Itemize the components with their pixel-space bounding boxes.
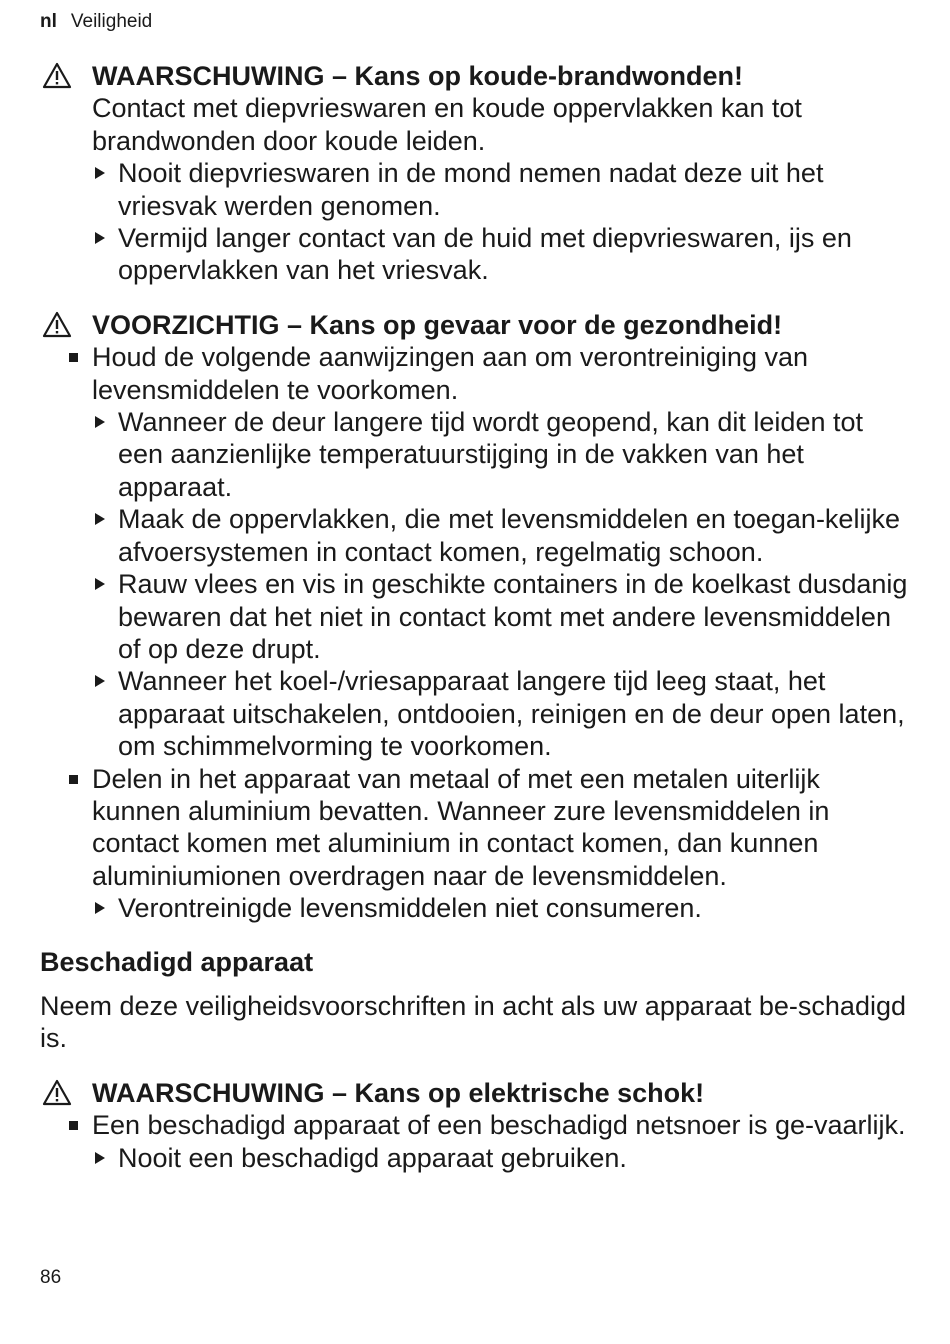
action-text: Wanneer het koel-/vriesapparaat langere tijd leeg staat, het apparaat uitschakelen, ontdooien, reinigen en de deur open laten, om schimmelvorming te voorkomen.	[118, 666, 905, 762]
action-item	[40, 503, 910, 568]
bullet-item	[40, 763, 910, 893]
bullet-square-icon	[69, 353, 78, 362]
action-text: Vermijd langer contact van de huid met diepvrieswaren, ijs en oppervlakken van het vriesvak.	[118, 223, 852, 286]
arrow-icon	[95, 578, 105, 590]
action-text: Rauw vlees en vis in geschikte containers in de koelkast dusdanig bewaren dat het niet in contact komt met andere levensmiddelen of op deze drupt.	[118, 569, 908, 664]
arrow-icon	[95, 675, 105, 687]
bullet-item	[40, 341, 910, 406]
warning-triangle-icon	[42, 1079, 72, 1106]
bullet-text: Een beschadigd apparaat of een beschadigd netsnoer is ge-vaarlijk.	[92, 1110, 906, 1141]
action-item	[40, 892, 910, 924]
action-text: Wanneer de deur langere tijd wordt geopend, kan dit leiden tot een aanzienlijke temperatuurstijging in de vakken van het apparaat.	[118, 407, 863, 502]
bullet-text: Delen in het apparaat van metaal of met een metalen uiterlijk kunnen aluminium bevatten. Wanneer zure levensmiddelen in contact komen met aluminium in contact komen, dan kunnen aluminiumionen overdragen naar de levensmiddelen.	[92, 763, 830, 891]
arrow-icon	[95, 167, 105, 179]
warning-triangle-icon	[42, 62, 72, 89]
action-item	[40, 406, 910, 503]
bullet-text: Houd de volgende aanwijzingen aan om verontreiniging van levensmiddelen te voorkomen.	[92, 342, 808, 405]
bullet-item	[40, 1109, 910, 1141]
warning-title: WAARSCHUWING – Kans op koude-brandwonden!	[92, 61, 743, 91]
arrow-icon	[95, 513, 105, 525]
section-text: Neem deze veiligheidsvoorschriften in acht als uw apparaat be-schadigd is.	[40, 990, 906, 1054]
action-item	[40, 1142, 910, 1174]
warning-text: Contact met diepvrieswaren en koude oppervlakken kan tot brandwonden door koude leiden.	[92, 93, 802, 156]
action-item	[40, 665, 910, 762]
arrow-icon	[95, 1152, 105, 1164]
section-title: Beschadigd apparaat	[40, 946, 314, 977]
warning-triangle-icon	[42, 311, 72, 338]
arrow-icon	[95, 232, 105, 244]
warning-cold-burns	[40, 60, 910, 287]
action-text: Verontreinigde levensmiddelen niet consumeren.	[118, 893, 702, 924]
arrow-icon	[95, 902, 105, 914]
language-code: nl	[40, 11, 57, 32]
action-text: Nooit een beschadigd apparaat gebruiken.	[118, 1142, 627, 1173]
action-item	[40, 157, 910, 222]
warning-title: WAARSCHUWING – Kans op elektrische schok!	[92, 1077, 705, 1108]
caution-title: VOORZICHTIG – Kans op gevaar voor de gezondheid!	[92, 309, 783, 340]
bullet-square-icon	[69, 775, 78, 784]
action-item	[40, 568, 910, 665]
section-damaged-appliance	[40, 946, 910, 1055]
page-header	[40, 10, 152, 34]
page-content	[40, 60, 910, 1174]
bullet-square-icon	[69, 1121, 78, 1130]
warning-electric-shock	[40, 1077, 910, 1174]
action-item	[40, 222, 910, 287]
action-text: Nooit diepvrieswaren in de mond nemen nadat deze uit het vriesvak werden genomen.	[118, 158, 824, 221]
warning-title-row	[40, 1077, 910, 1109]
section-name: Veiligheid	[70, 11, 153, 32]
warning-title-row	[40, 60, 910, 92]
arrow-icon	[95, 416, 105, 428]
page-number: 86	[40, 1267, 62, 1288]
caution-title-row	[40, 309, 910, 341]
action-text: Maak de oppervlakken, die met levensmiddelen en toegan-kelijke afvoersystemen in contact komen, regelmatig schoon.	[118, 504, 900, 567]
caution-health	[40, 309, 910, 925]
